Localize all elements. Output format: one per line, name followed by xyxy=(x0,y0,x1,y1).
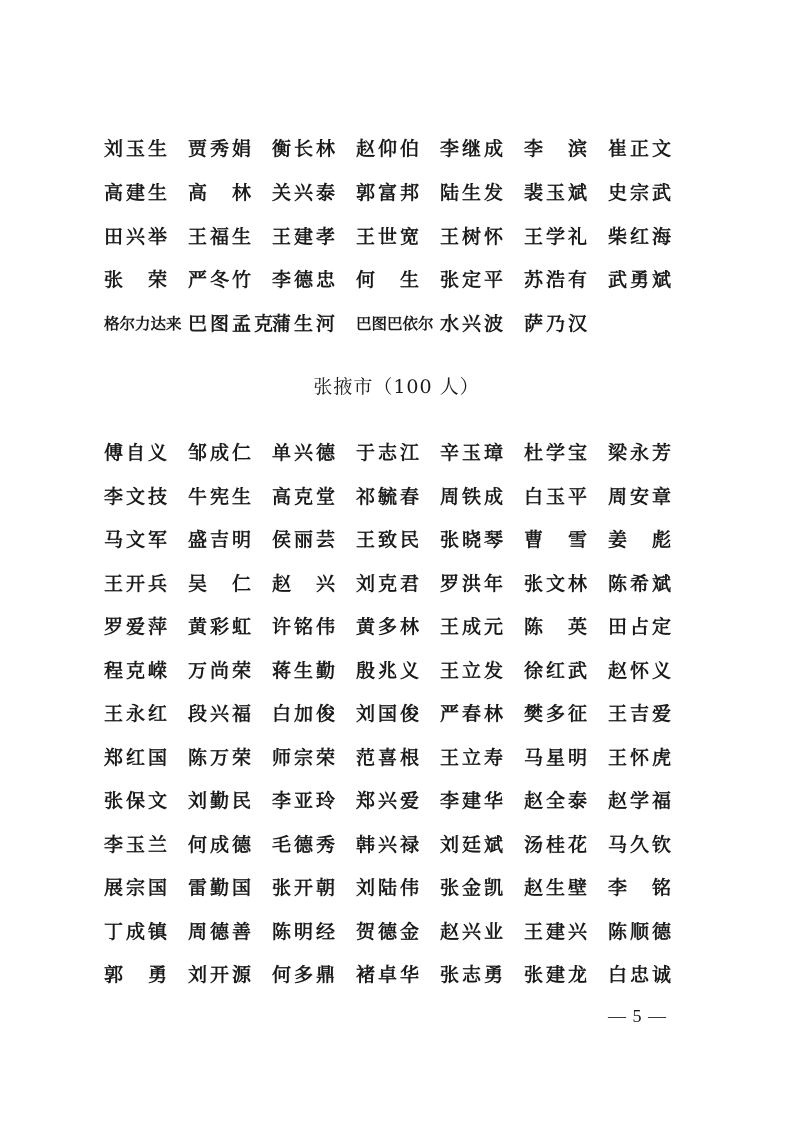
name-entry: 张志勇 xyxy=(440,964,507,987)
name-entry: 李 铭 xyxy=(608,877,675,900)
name-entry: 李亚玲 xyxy=(272,790,339,813)
name-entry: 郑红国 xyxy=(104,746,171,769)
name-entry: 傅自义 xyxy=(104,442,171,465)
name-entry: 张保文 xyxy=(104,790,171,813)
name-entry: 盛吉明 xyxy=(188,529,255,552)
name-entry: 马久钦 xyxy=(608,833,675,856)
name-entry: 万尚荣 xyxy=(188,659,255,682)
name-entry: 程克嵘 xyxy=(104,659,171,682)
name-entry: 何多鼎 xyxy=(272,964,339,987)
name-entry: 王致民 xyxy=(356,529,423,552)
name-entry: 张建龙 xyxy=(524,964,591,987)
name-entry: 萨乃汉 xyxy=(524,313,591,336)
name-entry: 王福生 xyxy=(188,225,255,248)
name-entry: 王立发 xyxy=(440,659,507,682)
name-entry: 樊多征 xyxy=(524,703,591,726)
name-entry: 张开朝 xyxy=(272,877,339,900)
name-entry: 何 生 xyxy=(356,269,423,292)
name-entry: 王世宽 xyxy=(356,225,423,248)
name-entry: 郭 勇 xyxy=(104,964,171,987)
name-entry: 赵全泰 xyxy=(524,790,591,813)
name-entry: 赵兴业 xyxy=(440,920,507,943)
name-entry: 高 林 xyxy=(188,182,255,205)
name-entry: 王吉爱 xyxy=(608,703,675,726)
name-entry: 王学礼 xyxy=(524,225,591,248)
name-entry: 梁永芳 xyxy=(608,442,675,465)
name-entry: 苏浩有 xyxy=(524,269,591,292)
name-list-zhangye xyxy=(104,430,692,996)
name-entry: 雷勤国 xyxy=(188,877,255,900)
name-entry: 郭富邦 xyxy=(356,182,423,205)
page-number: — 5 — xyxy=(608,1006,667,1026)
name-entry: 衡长林 xyxy=(272,138,339,161)
name-entry: 王树怀 xyxy=(440,225,507,248)
name-entry: 张金凯 xyxy=(440,877,507,900)
name-entry: 王怀虎 xyxy=(608,746,675,769)
name-entry: 柴红海 xyxy=(608,225,675,248)
name-entry: 黄多林 xyxy=(356,616,423,639)
name-entry: 刘廷斌 xyxy=(440,833,507,856)
name-entry: 单兴德 xyxy=(272,442,339,465)
name-entry: 范喜根 xyxy=(356,746,423,769)
name-entry: 张文林 xyxy=(524,572,591,595)
name-entry: 赵生壁 xyxy=(524,877,591,900)
name-entry: 丁成镇 xyxy=(104,920,171,943)
name-entry: 贾秀娟 xyxy=(188,138,255,161)
name-entry: 崔正文 xyxy=(608,138,675,161)
name-entry: 毛德秀 xyxy=(272,833,339,856)
name-entry: 史宗武 xyxy=(608,182,675,205)
name-entry: 陆生发 xyxy=(440,182,507,205)
name-entry: 褚卓华 xyxy=(356,964,423,987)
name-entry: 陈 英 xyxy=(524,616,591,639)
name-entry: 汤桂花 xyxy=(524,833,591,856)
name-entry: 田兴举 xyxy=(104,225,171,248)
name-entry: 贺德金 xyxy=(356,920,423,943)
name-entry: 赵 兴 xyxy=(272,572,339,595)
name-entry: 刘开源 xyxy=(188,964,255,987)
name-entry: 严冬竹 xyxy=(188,269,255,292)
name-entry: 许铭伟 xyxy=(272,616,339,639)
name-entry: 武勇斌 xyxy=(608,269,675,292)
name-entry: 高克堂 xyxy=(272,485,339,508)
name-entry: 赵仰伯 xyxy=(356,138,423,161)
name-entry: 罗洪年 xyxy=(440,572,507,595)
name-entry: 展宗国 xyxy=(104,877,171,900)
name-entry: 蒲生河 xyxy=(272,313,339,336)
name-entry: 韩兴禄 xyxy=(356,833,423,856)
name-entry: 关兴泰 xyxy=(272,182,339,205)
name-entry: 刘玉生 xyxy=(104,138,171,161)
name-entry: 马星明 xyxy=(524,746,591,769)
section-heading-text: 张掖市（100 人） xyxy=(313,376,480,398)
name-entry: 李文技 xyxy=(104,485,171,508)
name-entry: 祁毓春 xyxy=(356,485,423,508)
name-entry: 高建生 xyxy=(104,182,171,205)
name-entry: 蒋生勤 xyxy=(272,659,339,682)
name-entry: 张晓琴 xyxy=(440,529,507,552)
name-entry: 刘勤民 xyxy=(188,790,255,813)
name-entry: 陈希斌 xyxy=(608,572,675,595)
name-entry: 白加俊 xyxy=(272,703,339,726)
name-entry: 王开兵 xyxy=(104,572,171,595)
name-entry: 何成德 xyxy=(188,833,255,856)
name-entry: 陈万荣 xyxy=(188,746,255,769)
name-entry: 李玉兰 xyxy=(104,833,171,856)
name-entry: 严春林 xyxy=(440,703,507,726)
name-entry: 于志江 xyxy=(356,442,423,465)
name-entry: 格尔力达来 xyxy=(104,313,182,333)
name-entry: 巴图孟克 xyxy=(188,313,277,336)
section-heading xyxy=(0,372,793,399)
name-entry: 殷兆义 xyxy=(356,659,423,682)
name-entry: 徐红武 xyxy=(524,659,591,682)
name-entry: 裴玉斌 xyxy=(524,182,591,205)
name-entry: 白忠诚 xyxy=(608,964,675,987)
name-entry: 水兴波 xyxy=(440,313,507,336)
name-entry: 杜学宝 xyxy=(524,442,591,465)
name-list-top xyxy=(104,126,692,344)
name-entry: 白玉平 xyxy=(524,485,591,508)
name-entry: 侯丽芸 xyxy=(272,529,339,552)
name-entry: 辛玉璋 xyxy=(440,442,507,465)
name-entry: 周德善 xyxy=(188,920,255,943)
name-entry: 马文军 xyxy=(104,529,171,552)
name-entry: 牛宪生 xyxy=(188,485,255,508)
name-entry: 王成元 xyxy=(440,616,507,639)
name-entry: 吴 仁 xyxy=(188,572,255,595)
name-entry: 张 荣 xyxy=(104,269,171,292)
name-entry: 姜 彪 xyxy=(608,529,675,552)
name-entry: 周安章 xyxy=(608,485,675,508)
name-entry: 曹 雪 xyxy=(524,529,591,552)
name-entry: 刘国俊 xyxy=(356,703,423,726)
name-entry: 周铁成 xyxy=(440,485,507,508)
name-entry: 田占定 xyxy=(608,616,675,639)
name-entry: 郑兴爱 xyxy=(356,790,423,813)
name-entry: 李继成 xyxy=(440,138,507,161)
name-entry: 陈明经 xyxy=(272,920,339,943)
name-entry: 刘克君 xyxy=(356,572,423,595)
name-entry: 段兴福 xyxy=(188,703,255,726)
name-entry: 李 滨 xyxy=(524,138,591,161)
name-entry: 李德忠 xyxy=(272,269,339,292)
name-entry: 师宗荣 xyxy=(272,746,339,769)
name-entry: 黄彩虹 xyxy=(188,616,255,639)
name-entry: 赵学福 xyxy=(608,790,675,813)
name-entry: 王建兴 xyxy=(524,920,591,943)
name-entry: 刘陆伟 xyxy=(356,877,423,900)
name-entry: 王立寿 xyxy=(440,746,507,769)
name-entry: 巴图巴依尔 xyxy=(356,313,434,333)
name-entry: 陈顺德 xyxy=(608,920,675,943)
name-entry: 赵怀义 xyxy=(608,659,675,682)
name-entry: 王建孝 xyxy=(272,225,339,248)
name-entry: 邹成仁 xyxy=(188,442,255,465)
name-entry: 王永红 xyxy=(104,703,171,726)
name-entry: 罗爱萍 xyxy=(104,616,171,639)
name-entry: 李建华 xyxy=(440,790,507,813)
name-entry: 张定平 xyxy=(440,269,507,292)
